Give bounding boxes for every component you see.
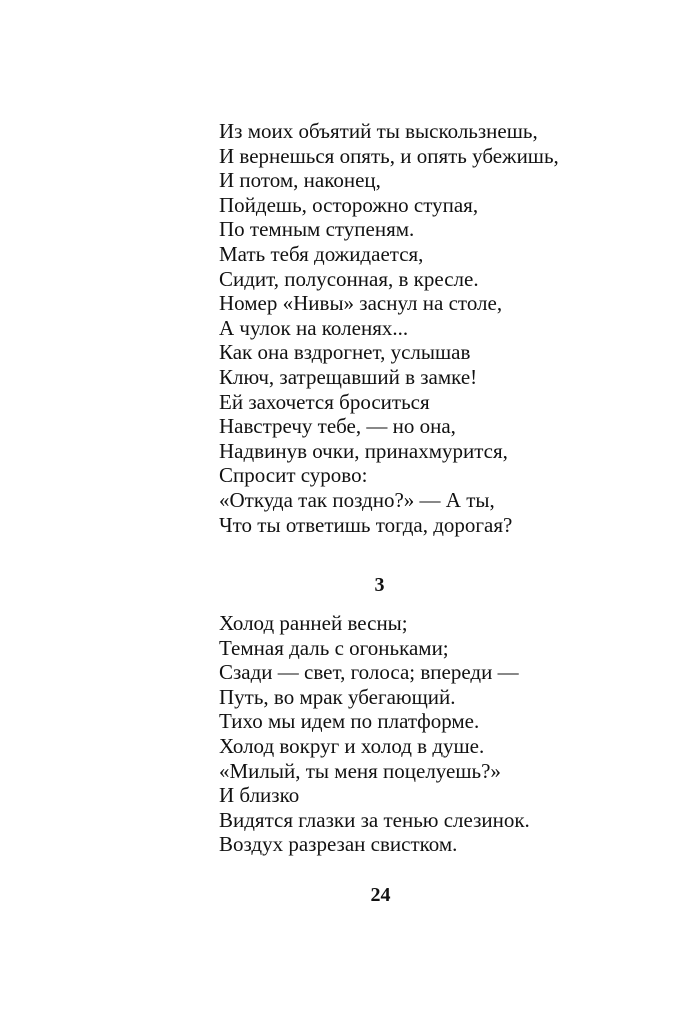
poem-line: По темным ступеням. [219, 217, 415, 242]
poem-line: Номер «Нивы» заснул на столе, [219, 291, 503, 316]
poem-line: Сзади — свет, голоса; впереди — [219, 660, 519, 685]
poem-line: И потом, наконец, [219, 168, 381, 193]
poem-line: Холод вокруг и холод в душе. [219, 733, 485, 758]
poem-line: Что ты ответишь тогда, дорогая? [219, 512, 513, 537]
poem-line: И близко [219, 783, 300, 808]
poem-line: Из моих объятий ты выскользнешь, [219, 119, 538, 143]
poem-line: Спросит сурово: [219, 463, 368, 488]
poem-line: Тихо мы идем по платформе. [219, 709, 480, 734]
section-number: 3 [374, 574, 385, 596]
poem-line: Ключ, затрещавший в замке! [219, 364, 478, 389]
poem-stanza-1 [219, 119, 559, 537]
poem-line: Надвинув очки, принахмурится, [219, 438, 508, 463]
poem-line: Видятся глазки за тенью слезинок. [219, 807, 530, 832]
poem-line: А чулок на коленях... [219, 315, 409, 340]
poem-line: «Откуда так поздно?» — А ты, [219, 487, 495, 512]
poem-line: Мать тебя дожидается, [219, 241, 424, 266]
poem-line: Темная даль с огоньками; [219, 635, 449, 660]
poem-line: Холод ранней весны; [219, 611, 408, 635]
poem-line: Ей захочется броситься [219, 389, 430, 414]
poem-line: Путь, во мрак убегающий. [219, 684, 456, 709]
poem-line: Пойдешь, осторожно ступая, [219, 192, 479, 217]
poem-line: Как она вздрогнет, услышав [219, 340, 471, 365]
poem-line: Сидит, полусонная, в кресле. [219, 266, 479, 291]
page-number: 24 [370, 884, 391, 906]
poem-line: Воздух разрезан свистком. [219, 832, 458, 857]
poem-stanza-2 [219, 611, 530, 857]
poem-line: И вернешься опять, и опять убежишь, [219, 143, 559, 168]
poem-line: «Милый, ты меня поцелуешь?» [219, 758, 501, 783]
poem-line: Навстречу тебе, — но она, [219, 414, 456, 439]
